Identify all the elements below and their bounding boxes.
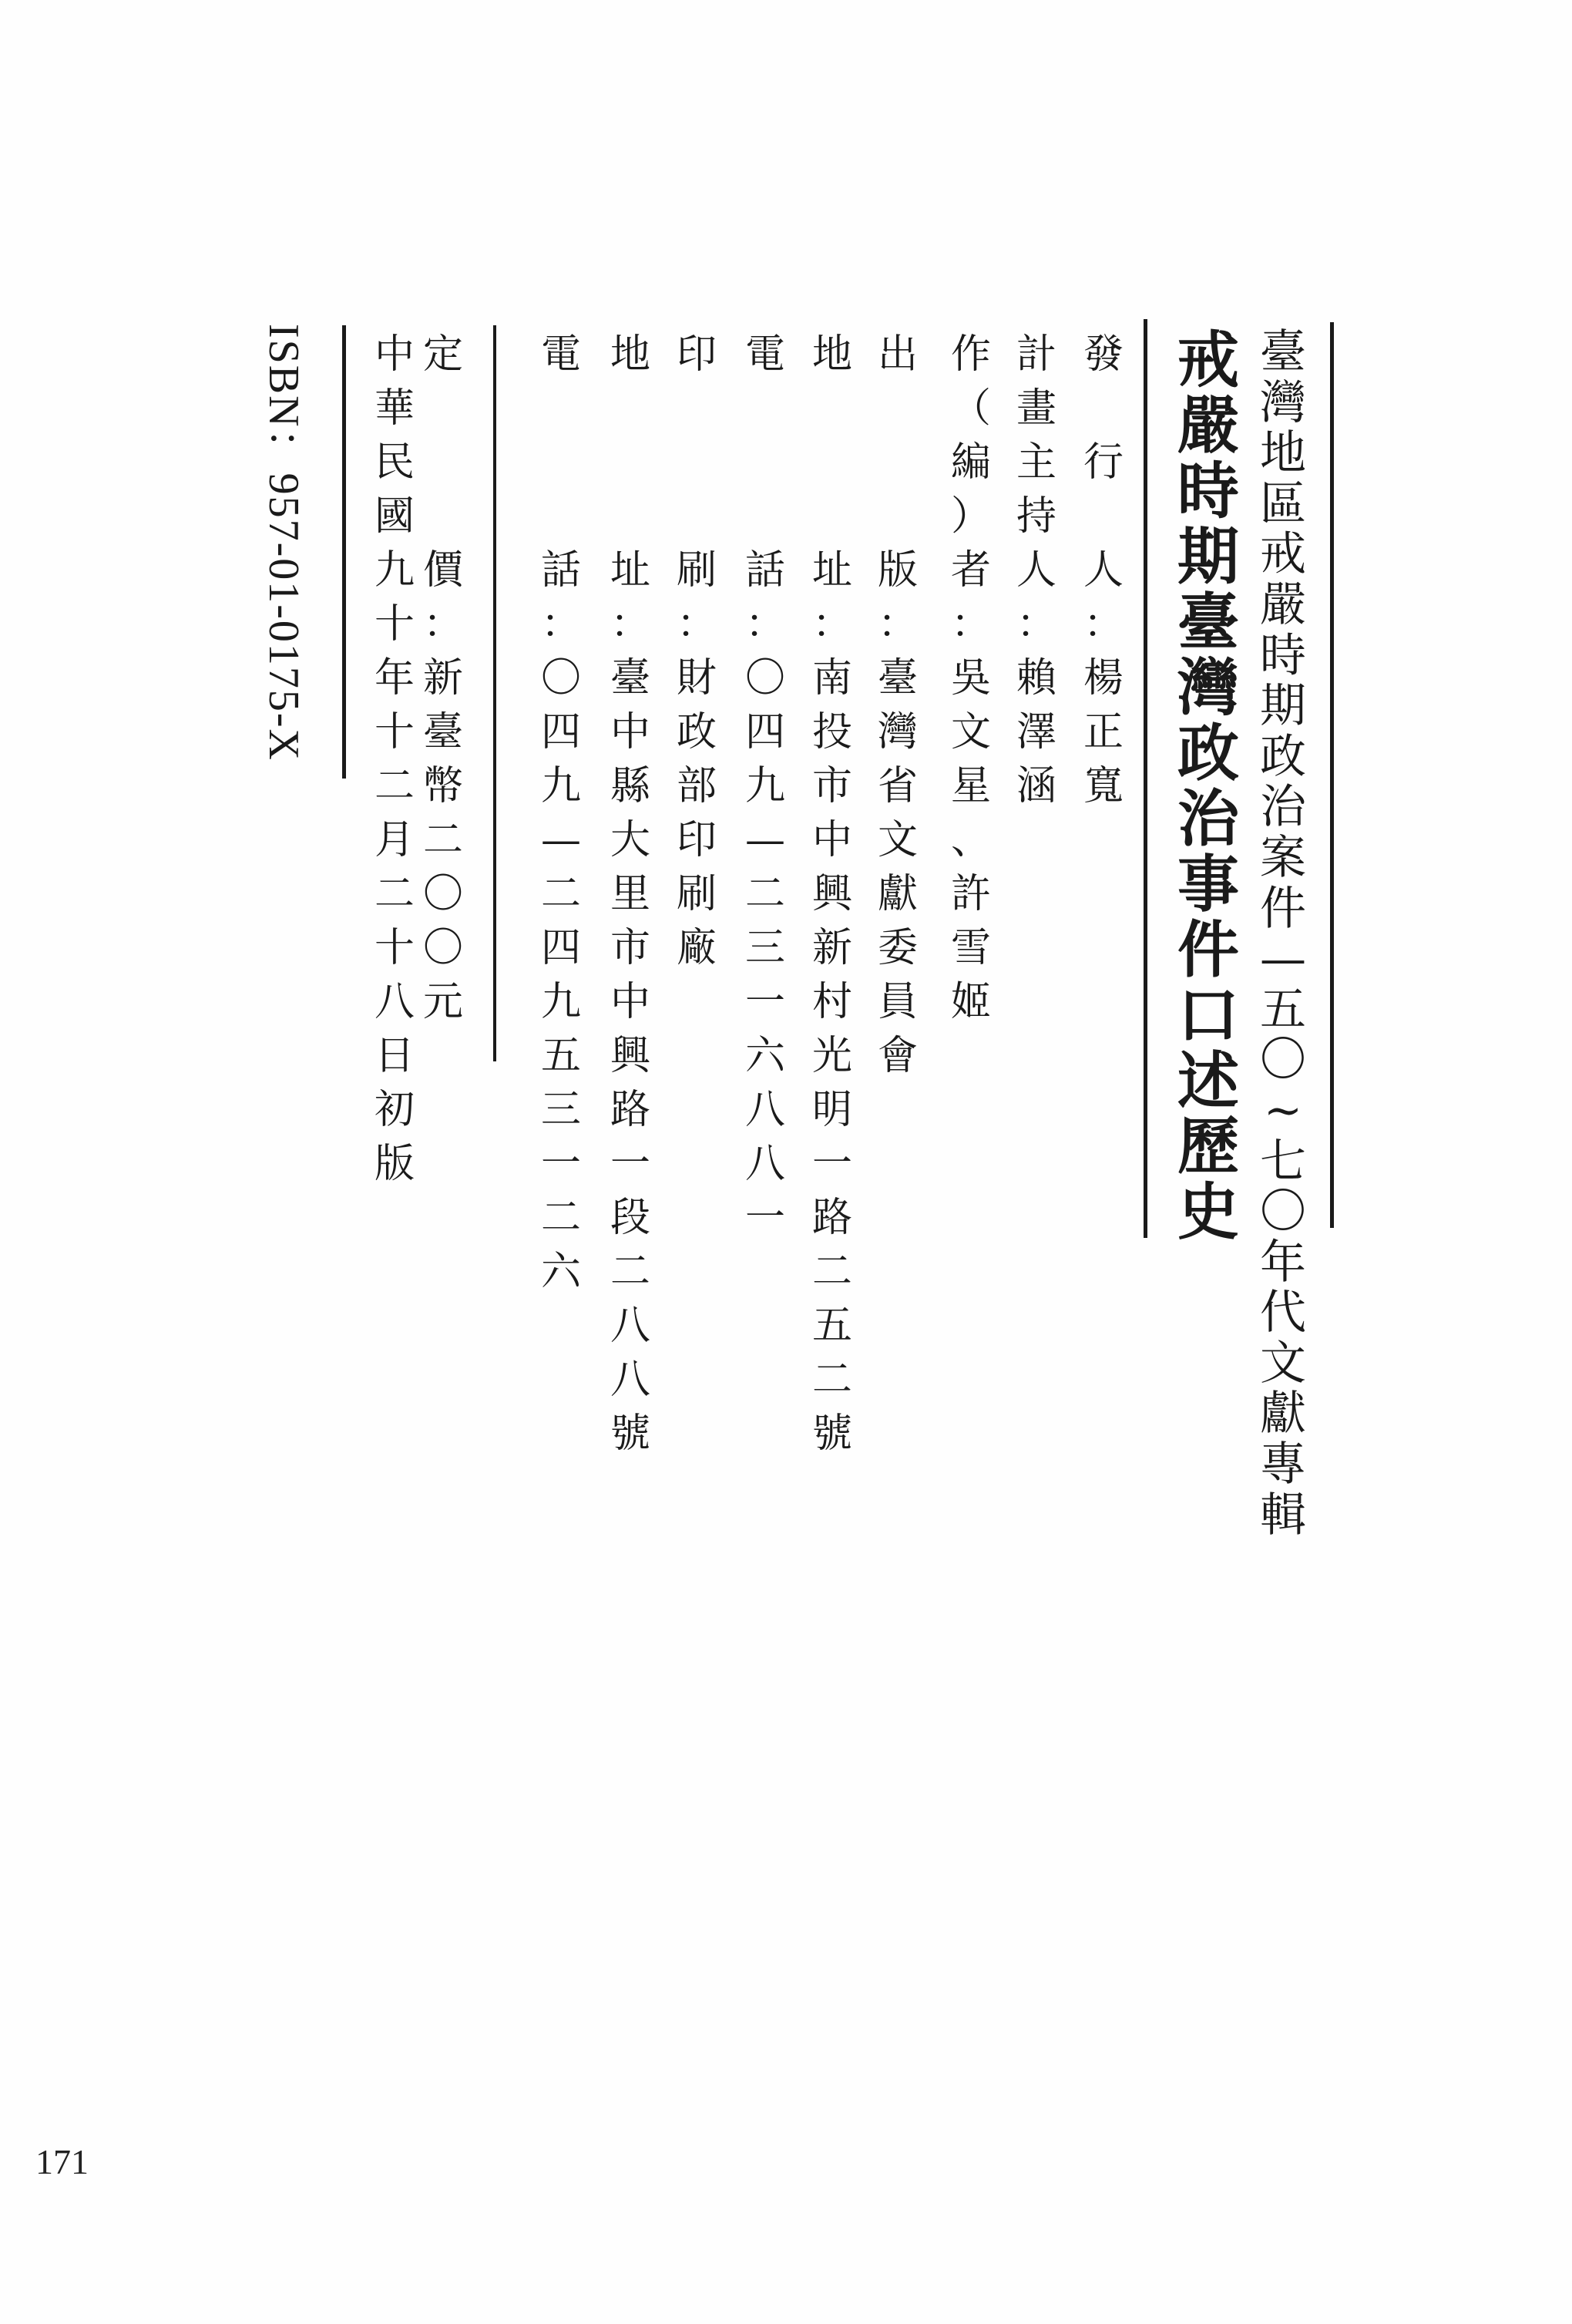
glyph: 雪 (950, 925, 991, 971)
glyph: 政 (1177, 717, 1239, 789)
glyph: 里 (610, 871, 650, 917)
glyph: 作 (950, 331, 991, 378)
glyph: 月 (374, 817, 415, 863)
glyph: 財 (676, 655, 717, 701)
glyph: 二 (540, 871, 581, 917)
glyph: 中 (374, 331, 415, 378)
main-title (1177, 324, 1239, 1248)
glyph: 文 (877, 817, 918, 863)
glyph: 史 (1177, 1175, 1239, 1248)
glyph: ： (811, 601, 852, 647)
printer-address (600, 328, 661, 1461)
glyph: 人 (1016, 547, 1056, 594)
glyph: ： (422, 601, 463, 647)
glyph: 十 (374, 709, 415, 755)
glyph: 件 (1177, 913, 1239, 986)
glyph: 廠 (676, 925, 717, 971)
glyph: 路 (610, 1087, 650, 1133)
glyph: 二 (811, 1249, 852, 1295)
glyph: 文 (1260, 1336, 1306, 1391)
glyph: 刷 (676, 547, 717, 594)
glyph: 地 (610, 331, 650, 378)
glyph: 縣 (610, 763, 650, 809)
glyph: 日 (374, 1033, 415, 1079)
glyph: 八 (744, 1087, 785, 1133)
glyph: 件 (1260, 881, 1306, 936)
publisher-address (801, 328, 863, 1461)
glyph: 期 (1177, 520, 1239, 593)
glyph: ： (676, 601, 717, 647)
glyph: 〇 (422, 871, 463, 917)
glyph: 二 (540, 1195, 581, 1241)
glyph: 地 (811, 331, 852, 378)
isbn: ISBN：957-01-0175-X (260, 324, 307, 762)
glyph: 戒 (1177, 324, 1239, 396)
glyph: ： (877, 601, 918, 647)
publisher-phone (734, 328, 796, 1245)
glyph: 版 (374, 1141, 415, 1187)
glyph: 四 (744, 709, 785, 755)
glyph: 主 (1016, 439, 1056, 486)
glyph: 臺 (1177, 586, 1239, 658)
glyph: 灣 (1260, 375, 1306, 430)
glyph: 二 (374, 763, 415, 809)
glyph: 嚴 (1177, 389, 1239, 462)
glyph: 十 (374, 601, 415, 647)
glyph: ： (950, 601, 991, 647)
glyph: — (745, 817, 785, 863)
glyph: ） (950, 493, 991, 540)
glyph: 臺 (877, 655, 918, 701)
glyph: 投 (811, 709, 852, 755)
glyph: 八 (610, 1303, 650, 1349)
glyph: 明 (811, 1087, 852, 1133)
publisher (867, 328, 929, 1083)
glyph: 〇 (1260, 1033, 1306, 1088)
glyph: 案 (1260, 830, 1306, 885)
glyph: 星 (950, 763, 991, 809)
glyph: 電 (540, 331, 581, 378)
glyph: 印 (676, 817, 717, 863)
glyph: 新 (811, 925, 852, 971)
glyph: 印 (676, 331, 717, 378)
glyph: 八 (610, 1357, 650, 1403)
glyph: 年 (374, 655, 415, 701)
glyph: 六 (744, 1033, 785, 1079)
glyph: 二 (374, 871, 415, 917)
rule-right (1330, 322, 1334, 1228)
glyph: 價 (422, 547, 463, 594)
glyph: 中 (610, 979, 650, 1025)
glyph: 期 (1260, 679, 1306, 734)
glyph: 行 (1083, 439, 1124, 486)
glyph: 大 (610, 817, 650, 863)
glyph: 輯 (1260, 1488, 1306, 1542)
glyph: 市 (811, 763, 852, 809)
project-director (1006, 328, 1067, 813)
glyph: 一 (811, 1141, 852, 1187)
glyph: 人 (1083, 547, 1124, 594)
glyph: 灣 (877, 709, 918, 755)
glyph: 中 (610, 709, 650, 755)
glyph: 地 (1260, 426, 1306, 481)
rule-title (1144, 319, 1147, 1238)
series-title (1252, 325, 1314, 1542)
glyph: 初 (374, 1087, 415, 1133)
glyph: 畫 (1016, 385, 1056, 432)
glyph: 發 (1083, 331, 1124, 378)
glyph: 委 (877, 925, 918, 971)
glyph: 專 (1260, 1438, 1306, 1492)
glyph: 許 (950, 871, 991, 917)
glyph: 南 (811, 655, 852, 701)
glyph: 九 (374, 547, 415, 594)
glyph: 五 (1260, 982, 1306, 1037)
glyph: 版 (877, 547, 918, 594)
glyph: 話 (540, 547, 581, 594)
rule-price (493, 325, 496, 1061)
glyph: 持 (1016, 493, 1056, 540)
glyph: 代 (1260, 1286, 1306, 1340)
glyph: 段 (610, 1195, 650, 1241)
glyph: 八 (744, 1141, 785, 1187)
glyph: （ (950, 385, 991, 432)
glyph: 華 (374, 385, 415, 432)
glyph: 政 (676, 709, 717, 755)
glyph: 獻 (877, 871, 918, 917)
glyph: 一 (744, 1195, 785, 1241)
glyph: 口 (1177, 979, 1239, 1051)
glyph: 計 (1016, 331, 1056, 378)
glyph: 會 (877, 1033, 918, 1079)
glyph: 涵 (1016, 763, 1056, 809)
glyph: 四 (540, 709, 581, 755)
glyph: 臺 (422, 709, 463, 755)
glyph: 年 (1260, 1235, 1306, 1290)
glyph: 澤 (1016, 709, 1056, 755)
glyph: 市 (610, 925, 650, 971)
glyph: 新 (422, 655, 463, 701)
glyph: 灣 (1177, 651, 1239, 724)
glyph: 民 (374, 439, 415, 486)
glyph: 刷 (676, 871, 717, 917)
glyph: ： (1083, 601, 1124, 647)
glyph: 獻 (1260, 1387, 1306, 1441)
glyph: 幣 (422, 763, 463, 809)
glyph: 興 (811, 871, 852, 917)
glyph: 員 (877, 979, 918, 1025)
glyph: 事 (1177, 848, 1239, 920)
glyph: 二 (744, 871, 785, 917)
glyph: 八 (374, 979, 415, 1025)
glyph: 路 (811, 1195, 852, 1241)
glyph: 號 (610, 1411, 650, 1457)
glyph: 九 (540, 979, 581, 1025)
glyph: 政 (1260, 729, 1306, 784)
glyph: 楊 (1083, 655, 1124, 701)
glyph: 〇 (744, 655, 785, 701)
glyph: 元 (422, 979, 463, 1025)
glyph: 二 (811, 1357, 852, 1403)
glyph: 省 (877, 763, 918, 809)
glyph: 臺 (1260, 325, 1306, 379)
glyph: 十 (374, 925, 415, 971)
glyph: 一 (744, 979, 785, 1025)
glyph: 臺 (610, 655, 650, 701)
authors (940, 328, 1002, 1029)
glyph: — (1260, 932, 1306, 987)
glyph: ： (1016, 601, 1056, 647)
glyph: 三 (744, 925, 785, 971)
glyph: 編 (950, 439, 991, 486)
glyph: ： (540, 601, 581, 647)
glyph: 正 (1083, 709, 1124, 755)
glyph: 區 (1260, 476, 1306, 531)
publisher-person (1073, 328, 1134, 813)
glyph: 九 (540, 763, 581, 809)
glyph: 國 (374, 493, 415, 540)
glyph: 三 (540, 1087, 581, 1133)
rule-date (342, 325, 346, 779)
glyph: ~ (1263, 1083, 1303, 1138)
glyph: 嚴 (1260, 577, 1306, 632)
glyph: 號 (811, 1411, 852, 1457)
glyph: 文 (950, 709, 991, 755)
glyph: 一 (540, 1141, 581, 1187)
glyph: 治 (1177, 782, 1239, 855)
glyph: 述 (1177, 1044, 1239, 1117)
glyph: 者 (950, 547, 991, 594)
glyph: 六 (540, 1249, 581, 1295)
glyph: 話 (744, 547, 785, 594)
glyph: 二 (610, 1249, 650, 1295)
glyph: 一 (610, 1141, 650, 1187)
glyph: ： (610, 601, 650, 647)
glyph: 址 (811, 547, 852, 594)
glyph: 七 (1260, 1134, 1306, 1189)
glyph: 〇 (540, 655, 581, 701)
glyph: 興 (610, 1033, 650, 1079)
glyph: 〇 (1260, 1185, 1306, 1239)
glyph: 〇 (422, 925, 463, 971)
printer (666, 328, 727, 975)
glyph: 九 (744, 763, 785, 809)
edition-date (364, 328, 425, 1191)
glyph: 時 (1177, 455, 1239, 527)
glyph: 賴 (1016, 655, 1056, 701)
glyph: 五 (540, 1033, 581, 1079)
glyph: 時 (1260, 628, 1306, 683)
glyph: 五 (811, 1303, 852, 1349)
printer-phone (530, 328, 592, 1299)
page-number: 171 (35, 2142, 89, 2181)
glyph: 歷 (1177, 1110, 1239, 1182)
glyph: ： (744, 601, 785, 647)
glyph: 村 (811, 979, 852, 1025)
glyph: 二 (422, 817, 463, 863)
glyph: 四 (540, 925, 581, 971)
glyph: 吳 (950, 655, 991, 701)
glyph: 定 (422, 331, 463, 378)
glyph: 戒 (1260, 527, 1306, 582)
glyph: 出 (877, 331, 918, 378)
glyph: 寬 (1083, 763, 1124, 809)
glyph: 、 (950, 817, 991, 863)
glyph: 光 (811, 1033, 852, 1079)
glyph: 部 (676, 763, 717, 809)
glyph: 治 (1260, 780, 1306, 835)
glyph: 姬 (950, 979, 991, 1025)
glyph: 電 (744, 331, 785, 378)
glyph: 中 (811, 817, 852, 863)
glyph: — (541, 817, 581, 863)
glyph: 址 (610, 547, 650, 594)
